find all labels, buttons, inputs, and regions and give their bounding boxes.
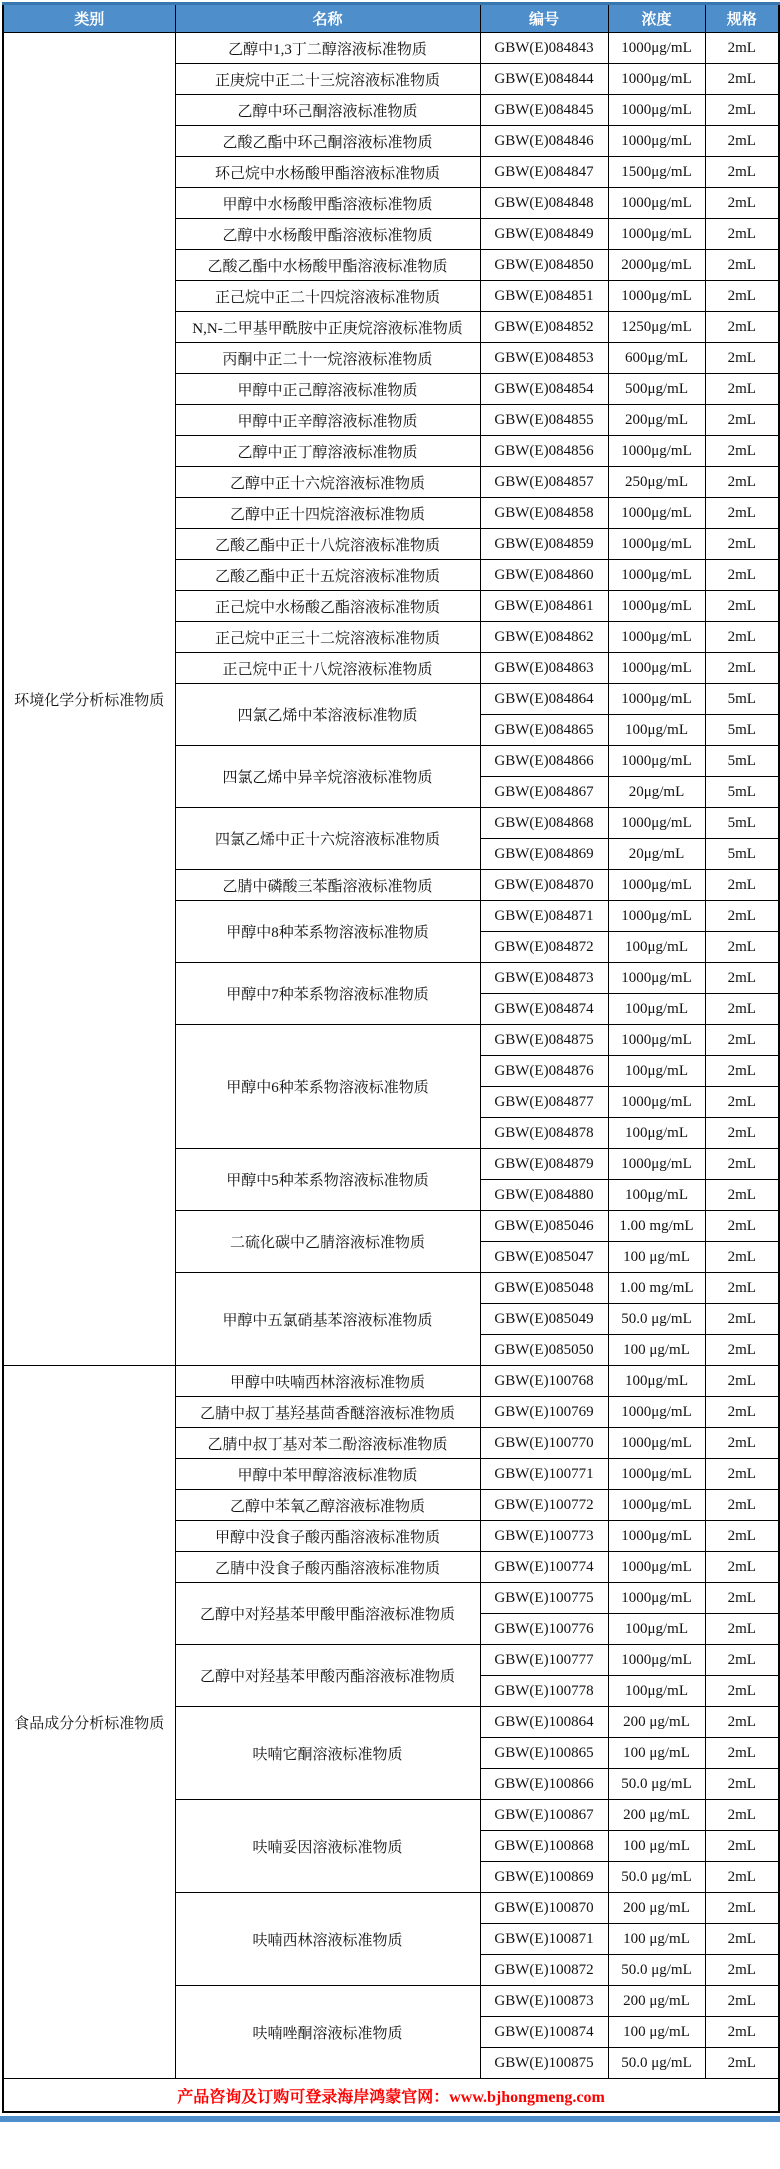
spec-cell: 5mL [705,808,779,839]
name-cell: N,N-二甲基甲酰胺中正庚烷溶液标准物质 [175,312,480,343]
concentration-cell: 1000μg/mL [608,64,705,95]
concentration-cell: 1000μg/mL [608,1521,705,1552]
concentration-cell: 1000μg/mL [608,529,705,560]
name-cell: 甲醇中呋喃西林溶液标准物质 [175,1366,480,1397]
concentration-cell: 1000μg/mL [608,1459,705,1490]
website-url: www.bjhongmeng.com [449,2088,605,2106]
bottom-blue-bar [0,2116,780,2122]
name-cell: 甲醇中6种苯系物溶液标准物质 [175,1025,480,1149]
spec-cell: 2mL [705,250,779,281]
code-cell: GBW(E)084866 [480,746,608,777]
concentration-cell: 100 μg/mL [608,1831,705,1862]
concentration-cell: 1000μg/mL [608,591,705,622]
spec-cell: 2mL [705,374,779,405]
concentration-cell: 100μg/mL [608,932,705,963]
spec-cell: 2mL [705,281,779,312]
spec-cell: 2mL [705,1955,779,1986]
name-cell: 乙酸乙酯中正十八烷溶液标准物质 [175,529,480,560]
spec-cell: 2mL [705,95,779,126]
concentration-cell: 1000μg/mL [608,436,705,467]
spec-cell: 2mL [705,188,779,219]
name-cell: 呋喃它酮溶液标准物质 [175,1707,480,1800]
name-cell: 乙醇中水杨酸甲酯溶液标准物质 [175,219,480,250]
column-header-spec: 规格 [705,4,779,33]
spec-cell: 2mL [705,1676,779,1707]
column-header-category: 类别 [3,4,175,33]
spec-cell: 2mL [705,529,779,560]
spec-cell: 2mL [705,1025,779,1056]
name-cell: 甲醇中水杨酸甲酯溶液标准物质 [175,188,480,219]
concentration-cell: 1000μg/mL [608,1583,705,1614]
code-cell: GBW(E)085050 [480,1335,608,1366]
spec-cell: 2mL [705,33,779,64]
spec-cell: 2mL [705,653,779,684]
spec-cell: 2mL [705,2017,779,2048]
column-header-code: 编号 [480,4,608,33]
code-cell: GBW(E)084861 [480,591,608,622]
name-cell: 甲醇中苯甲醇溶液标准物质 [175,1459,480,1490]
table-header [3,4,779,33]
name-cell: 正己烷中正三十二烷溶液标准物质 [175,622,480,653]
concentration-cell: 600μg/mL [608,343,705,374]
spec-cell: 5mL [705,839,779,870]
spec-cell: 2mL [705,1552,779,1583]
spec-cell: 2mL [705,436,779,467]
spec-cell: 2mL [705,1490,779,1521]
name-cell: 四氯乙烯中异辛烷溶液标准物质 [175,746,480,808]
concentration-cell: 1000μg/mL [608,1149,705,1180]
concentration-cell: 1000μg/mL [608,33,705,64]
table-row [3,33,779,64]
name-cell: 正己烷中正十八烷溶液标准物质 [175,653,480,684]
concentration-cell: 100μg/mL [608,1118,705,1149]
spec-cell: 2mL [705,1614,779,1645]
spec-cell: 2mL [705,1056,779,1087]
header-row [3,4,779,33]
code-cell: GBW(E)084852 [480,312,608,343]
name-cell: 甲醇中7种苯系物溶液标准物质 [175,963,480,1025]
concentration-cell: 1000μg/mL [608,1645,705,1676]
name-cell: 甲醇中5种苯系物溶液标准物质 [175,1149,480,1211]
concentration-cell: 100μg/mL [608,1366,705,1397]
concentration-cell: 1000μg/mL [608,901,705,932]
code-cell: GBW(E)084876 [480,1056,608,1087]
name-cell: 乙醇中1,3丁二醇溶液标准物质 [175,33,480,64]
concentration-cell: 1250μg/mL [608,312,705,343]
concentration-cell: 1000μg/mL [608,1552,705,1583]
name-cell: 乙腈中没食子酸丙酯溶液标准物质 [175,1552,480,1583]
concentration-cell: 1.00 mg/mL [608,1273,705,1304]
code-cell: GBW(E)084853 [480,343,608,374]
code-cell: GBW(E)084874 [480,994,608,1025]
table-footer [3,2079,779,2113]
name-cell: 乙醇中对羟基苯甲酸丙酯溶液标准物质 [175,1645,480,1707]
concentration-cell: 1000μg/mL [608,498,705,529]
code-cell: GBW(E)084846 [480,126,608,157]
spec-cell: 2mL [705,1831,779,1862]
spec-cell: 2mL [705,622,779,653]
spec-cell: 2mL [705,1986,779,2017]
concentration-cell: 100μg/mL [608,1180,705,1211]
code-cell: GBW(E)084864 [480,684,608,715]
spec-cell: 2mL [705,1118,779,1149]
spec-cell: 5mL [705,746,779,777]
spec-cell: 2mL [705,219,779,250]
spec-cell: 2mL [705,1428,779,1459]
name-cell: 乙醇中对羟基苯甲酸甲酯溶液标准物质 [175,1583,480,1645]
table-row [3,1366,779,1397]
code-cell: GBW(E)100778 [480,1676,608,1707]
spec-cell: 2mL [705,1366,779,1397]
code-cell: GBW(E)084862 [480,622,608,653]
concentration-cell: 100 μg/mL [608,1335,705,1366]
code-cell: GBW(E)084855 [480,405,608,436]
spec-cell: 5mL [705,777,779,808]
category-cell: 食品成分分析标准物质 [3,1366,175,2079]
spec-cell: 2mL [705,312,779,343]
code-cell: GBW(E)100768 [480,1366,608,1397]
spec-cell: 2mL [705,1304,779,1335]
spec-cell: 2mL [705,1242,779,1273]
code-cell: GBW(E)084859 [480,529,608,560]
spec-cell: 2mL [705,2048,779,2079]
code-cell: GBW(E)084870 [480,870,608,901]
code-cell: GBW(E)100871 [480,1924,608,1955]
concentration-cell: 1000μg/mL [608,684,705,715]
name-cell: 乙醇中正丁醇溶液标准物质 [175,436,480,467]
spec-cell: 2mL [705,64,779,95]
code-cell: GBW(E)084851 [480,281,608,312]
name-cell: 呋喃唑酮溶液标准物质 [175,1986,480,2079]
code-cell: GBW(E)100870 [480,1893,608,1924]
concentration-cell: 20μg/mL [608,839,705,870]
concentration-cell: 1000μg/mL [608,746,705,777]
code-cell: GBW(E)084880 [480,1180,608,1211]
concentration-cell: 100μg/mL [608,715,705,746]
spec-cell: 2mL [705,1738,779,1769]
name-cell: 乙醇中苯氧乙醇溶液标准物质 [175,1490,480,1521]
name-cell: 呋喃西林溶液标准物质 [175,1893,480,1986]
concentration-cell: 1000μg/mL [608,188,705,219]
code-cell: GBW(E)084872 [480,932,608,963]
footer-text: 产品咨询及订购可登录海岸鸿蒙官网： [177,2088,450,2106]
spec-cell: 2mL [705,1335,779,1366]
concentration-cell: 50.0 μg/mL [608,1769,705,1800]
concentration-cell: 1000μg/mL [608,126,705,157]
concentration-cell: 20μg/mL [608,777,705,808]
name-cell: 乙腈中叔丁基羟基茴香醚溶液标准物质 [175,1397,480,1428]
spec-cell: 2mL [705,901,779,932]
concentration-cell: 50.0 μg/mL [608,1304,705,1335]
spec-cell: 2mL [705,157,779,188]
concentration-cell: 1000μg/mL [608,219,705,250]
name-cell: 乙酸乙酯中正十五烷溶液标准物质 [175,560,480,591]
spec-cell: 2mL [705,1521,779,1552]
name-cell: 正己烷中正二十四烷溶液标准物质 [175,281,480,312]
spec-cell: 2mL [705,1800,779,1831]
concentration-cell: 200 μg/mL [608,1986,705,2017]
code-cell: GBW(E)084845 [480,95,608,126]
spec-cell: 2mL [705,1087,779,1118]
code-cell: GBW(E)084847 [480,157,608,188]
name-cell: 乙醇中正十四烷溶液标准物质 [175,498,480,529]
name-cell: 乙醇中环己酮溶液标准物质 [175,95,480,126]
name-cell: 甲醇中8种苯系物溶液标准物质 [175,901,480,963]
spec-cell: 2mL [705,1397,779,1428]
code-cell: GBW(E)100773 [480,1521,608,1552]
concentration-cell: 100μg/mL [608,994,705,1025]
code-cell: GBW(E)084873 [480,963,608,994]
concentration-cell: 100 μg/mL [608,1924,705,1955]
spec-cell: 2mL [705,343,779,374]
concentration-cell: 100μg/mL [608,1056,705,1087]
footer-notice [3,2079,779,2113]
spec-cell: 2mL [705,1211,779,1242]
code-cell: GBW(E)100866 [480,1769,608,1800]
code-cell: GBW(E)084867 [480,777,608,808]
spec-cell: 2mL [705,963,779,994]
concentration-cell: 100 μg/mL [608,1738,705,1769]
spec-cell: 2mL [705,1583,779,1614]
concentration-cell: 1000μg/mL [608,653,705,684]
code-cell: GBW(E)084850 [480,250,608,281]
code-cell: GBW(E)084868 [480,808,608,839]
name-cell: 乙酸乙酯中水杨酸甲酯溶液标准物质 [175,250,480,281]
name-cell: 甲醇中没食子酸丙酯溶液标准物质 [175,1521,480,1552]
concentration-cell: 200 μg/mL [608,1800,705,1831]
code-cell: GBW(E)100771 [480,1459,608,1490]
code-cell: GBW(E)100867 [480,1800,608,1831]
code-cell: GBW(E)084843 [480,33,608,64]
table-body [3,33,779,2079]
concentration-cell: 1000μg/mL [608,1087,705,1118]
code-cell: GBW(E)100864 [480,1707,608,1738]
name-cell: 乙腈中磷酸三苯酯溶液标准物质 [175,870,480,901]
code-cell: GBW(E)100777 [480,1645,608,1676]
spec-cell: 2mL [705,1769,779,1800]
spec-cell: 2mL [705,1149,779,1180]
spec-cell: 2mL [705,870,779,901]
concentration-cell: 50.0 μg/mL [608,1862,705,1893]
code-cell: GBW(E)084857 [480,467,608,498]
concentration-cell: 100μg/mL [608,1614,705,1645]
name-cell: 乙腈中叔丁基对苯二酚溶液标准物质 [175,1428,480,1459]
code-cell: GBW(E)084878 [480,1118,608,1149]
code-cell: GBW(E)084877 [480,1087,608,1118]
name-cell: 甲醇中五氯硝基苯溶液标准物质 [175,1273,480,1366]
name-cell: 环己烷中水杨酸甲酯溶液标准物质 [175,157,480,188]
code-cell: GBW(E)100865 [480,1738,608,1769]
code-cell: GBW(E)084865 [480,715,608,746]
concentration-cell: 1000μg/mL [608,95,705,126]
code-cell: GBW(E)100873 [480,1986,608,2017]
spec-cell: 2mL [705,1924,779,1955]
spec-cell: 2mL [705,1273,779,1304]
spec-cell: 2mL [705,467,779,498]
concentration-cell: 2000μg/mL [608,250,705,281]
code-cell: GBW(E)084869 [480,839,608,870]
code-cell: GBW(E)100769 [480,1397,608,1428]
code-cell: GBW(E)100875 [480,2048,608,2079]
concentration-cell: 1000μg/mL [608,808,705,839]
concentration-cell: 250μg/mL [608,467,705,498]
code-cell: GBW(E)084854 [480,374,608,405]
code-cell: GBW(E)084860 [480,560,608,591]
concentration-cell: 50.0 μg/mL [608,2048,705,2079]
concentration-cell: 1000μg/mL [608,560,705,591]
concentration-cell: 1000μg/mL [608,1397,705,1428]
concentration-cell: 200 μg/mL [608,1893,705,1924]
spec-cell: 2mL [705,591,779,622]
concentration-cell: 1000μg/mL [608,622,705,653]
name-cell: 二硫化碳中乙腈溶液标准物质 [175,1211,480,1273]
spec-cell: 2mL [705,126,779,157]
code-cell: GBW(E)084849 [480,219,608,250]
name-cell: 四氯乙烯中苯溶液标准物质 [175,684,480,746]
spec-cell: 2mL [705,1180,779,1211]
concentration-cell: 1000μg/mL [608,1490,705,1521]
name-cell: 甲醇中正辛醇溶液标准物质 [175,405,480,436]
concentration-cell: 1500μg/mL [608,157,705,188]
concentration-cell: 1000μg/mL [608,870,705,901]
code-cell: GBW(E)084856 [480,436,608,467]
concentration-cell: 1000μg/mL [608,1025,705,1056]
code-cell: GBW(E)084863 [480,653,608,684]
concentration-cell: 1000μg/mL [608,281,705,312]
concentration-cell: 100 μg/mL [608,2017,705,2048]
name-cell: 乙醇中正十六烷溶液标准物质 [175,467,480,498]
spec-cell: 2mL [705,1707,779,1738]
code-cell: GBW(E)100776 [480,1614,608,1645]
code-cell: GBW(E)100774 [480,1552,608,1583]
code-cell: GBW(E)100775 [480,1583,608,1614]
concentration-cell: 500μg/mL [608,374,705,405]
category-cell: 环境化学分析标准物质 [3,33,175,1366]
concentration-cell: 100 μg/mL [608,1242,705,1273]
spec-cell: 5mL [705,715,779,746]
footer-row [3,2079,779,2113]
name-cell: 乙酸乙酯中环己酮溶液标准物质 [175,126,480,157]
code-cell: GBW(E)084871 [480,901,608,932]
column-header-name: 名称 [175,4,480,33]
code-cell: GBW(E)085047 [480,1242,608,1273]
name-cell: 丙酮中正二十一烷溶液标准物质 [175,343,480,374]
name-cell: 甲醇中正己醇溶液标准物质 [175,374,480,405]
spec-cell: 2mL [705,1459,779,1490]
code-cell: GBW(E)084858 [480,498,608,529]
spec-cell: 2mL [705,405,779,436]
concentration-cell: 200μg/mL [608,405,705,436]
code-cell: GBW(E)100868 [480,1831,608,1862]
name-cell: 呋喃妥因溶液标准物质 [175,1800,480,1893]
name-cell: 正己烷中水杨酸乙酯溶液标准物质 [175,591,480,622]
code-cell: GBW(E)084844 [480,64,608,95]
code-cell: GBW(E)100874 [480,2017,608,2048]
spec-cell: 2mL [705,498,779,529]
spec-cell: 2mL [705,994,779,1025]
code-cell: GBW(E)085048 [480,1273,608,1304]
code-cell: GBW(E)100869 [480,1862,608,1893]
name-cell: 四氯乙烯中正十六烷溶液标准物质 [175,808,480,870]
spec-cell: 2mL [705,932,779,963]
code-cell: GBW(E)085046 [480,1211,608,1242]
code-cell: GBW(E)084848 [480,188,608,219]
code-cell: GBW(E)084875 [480,1025,608,1056]
spec-cell: 2mL [705,560,779,591]
reference-materials-table [2,2,780,2113]
spec-cell: 2mL [705,1862,779,1893]
concentration-cell: 1000μg/mL [608,963,705,994]
concentration-cell: 200 μg/mL [608,1707,705,1738]
code-cell: GBW(E)085049 [480,1304,608,1335]
concentration-cell: 1.00 mg/mL [608,1211,705,1242]
concentration-cell: 1000μg/mL [608,1428,705,1459]
code-cell: GBW(E)100772 [480,1490,608,1521]
concentration-cell: 100μg/mL [608,1676,705,1707]
spec-cell: 2mL [705,1893,779,1924]
name-cell: 正庚烷中正二十三烷溶液标准物质 [175,64,480,95]
column-header-concentration: 浓度 [608,4,705,33]
spec-cell: 5mL [705,684,779,715]
code-cell: GBW(E)100872 [480,1955,608,1986]
concentration-cell: 50.0 μg/mL [608,1955,705,1986]
code-cell: GBW(E)100770 [480,1428,608,1459]
code-cell: GBW(E)084879 [480,1149,608,1180]
spec-cell: 2mL [705,1645,779,1676]
